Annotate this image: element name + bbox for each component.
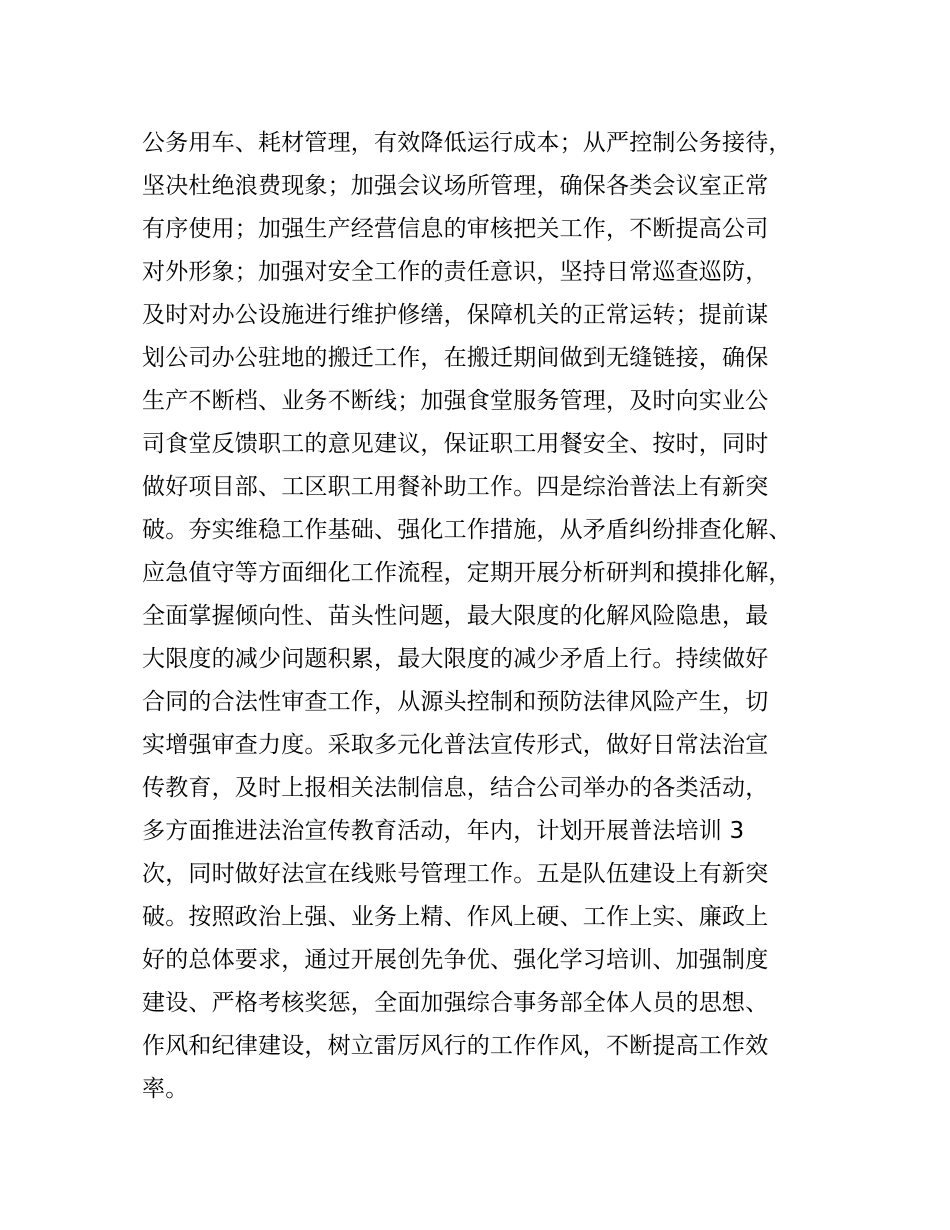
text-line: 破。夯实维稳工作基础、强化工作措施，从矛盾纠纷排查化解、 — [142, 517, 792, 543]
text-line: 划公司办公驻地的搬迁工作，在搬迁期间做到无缝链接，确保 — [142, 345, 769, 371]
text-line: 对外形象；加强对安全工作的责任意识，坚持日常巡查巡防， — [142, 259, 769, 285]
text-line: 大限度的减少问题积累，最大限度的减少矛盾上行。持续做好 — [142, 646, 769, 672]
text-line: 公务用车、耗材管理，有效降低运行成本；从严控制公务接待， — [142, 130, 792, 156]
text-line: 司食堂反馈职工的意见建议，保证职工用餐安全、按时，同时 — [142, 431, 769, 457]
text-line: 建设、严格考核奖惩，全面加强综合事务部全体人员的思想、 — [142, 990, 769, 1016]
text-line: 实增强审查力度。采取多元化普法宣传形式，做好日常法治宣 — [142, 732, 769, 758]
text-line: 坚决杜绝浪费现象；加强会议场所管理，确保各类会议室正常 — [142, 173, 769, 199]
text-line: 应急值守等方面细化工作流程，定期开展分析研判和摸排化解， — [142, 560, 792, 586]
text-line: 好的总体要求，通过开展创先争优、强化学习培训、加强制度 — [142, 947, 769, 973]
text-line: 生产不断档、业务不断线；加强食堂服务管理，及时向实业公 — [142, 388, 769, 414]
text-line: 作风和纪律建设，树立雷厉风行的工作作风，不断提高工作效 — [142, 1033, 769, 1059]
text-line: 合同的合法性审查工作，从源头控制和预防法律风险产生，切 — [142, 689, 769, 715]
text-line: 传教育，及时上报相关法制信息，结合公司举办的各类活动， — [142, 775, 769, 801]
text-line: 破。按照政治上强、业务上精、作风上硬、工作上实、廉政上 — [142, 904, 769, 930]
text-line: 有序使用；加强生产经营信息的审核把关工作，不断提高公司 — [142, 216, 769, 242]
text-line: 多方面推进法治宣传教育活动，年内，计划开展普法培训 3 — [142, 818, 745, 844]
text-line: 及时对办公设施进行维护修缮，保障机关的正常运转；提前谋 — [142, 302, 769, 328]
text-line: 做好项目部、工区职工用餐补助工作。四是综治普法上有新突 — [142, 474, 769, 500]
text-line: 率。 — [142, 1076, 189, 1102]
text-line: 次，同时做好法宣在线账号管理工作。五是队伍建设上有新突 — [142, 861, 769, 887]
body-paragraph — [142, 122, 842, 1111]
text-line: 全面掌握倾向性、苗头性问题，最大限度的化解风险隐患，最 — [142, 603, 769, 629]
